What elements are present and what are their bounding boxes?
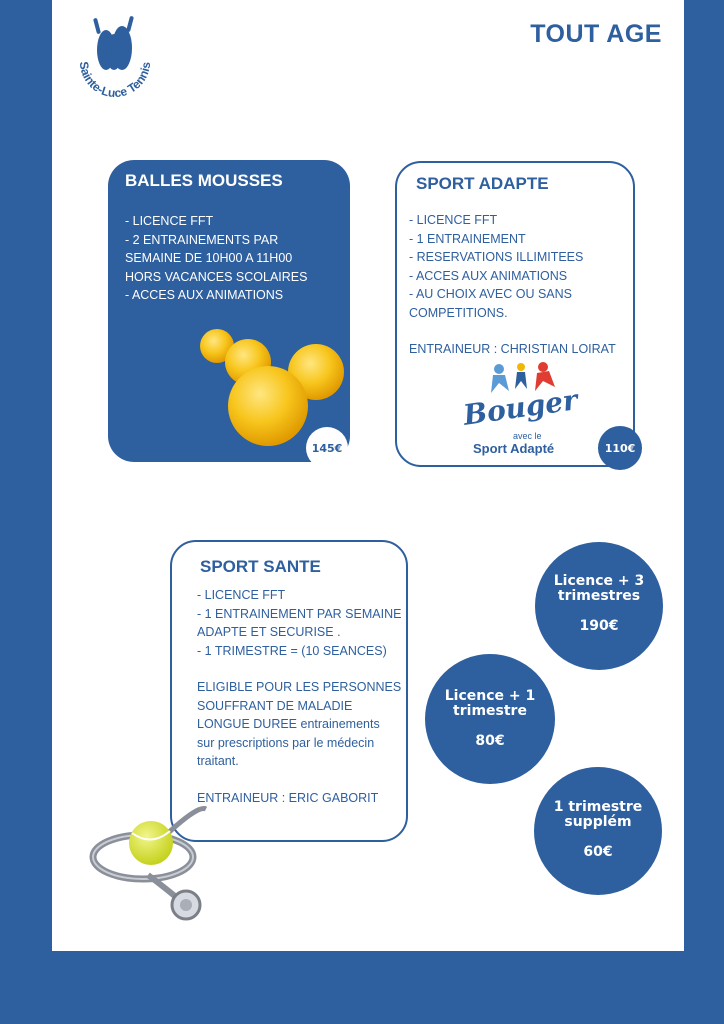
offer-label: trimestres — [557, 588, 641, 604]
price-badge: 110€ — [598, 426, 642, 470]
card-details — [197, 586, 401, 807]
detail-line: - ACCES AUX ANIMATIONS — [125, 288, 284, 302]
coach-line: ENTRAINEUR : CHRISTIAN LOIRAT — [409, 342, 616, 356]
detail-line: - LICENCE FFT — [125, 214, 214, 228]
offer-circle — [534, 767, 662, 895]
eligible-line: SOUFFRANT DE MALADIE — [197, 698, 353, 713]
card-title: SPORT SANTE — [200, 557, 321, 576]
svg-text:Sainte-Luce Tennis: Sainte-Luce Tennis — [76, 60, 154, 101]
offer-circle — [425, 654, 555, 784]
eligible-line: sur prescriptions par le médecin — [197, 735, 375, 750]
detail-line: - 1 ENTRAINEMENT — [409, 231, 526, 246]
offer-label: Licence + 3 — [553, 573, 645, 589]
balles-mousses-card — [108, 160, 350, 462]
detail-line: - 1 ENTRAINEMENT PAR SEMAINE — [197, 606, 402, 621]
detail-line: - 2 ENTRAINEMENTS PAR — [125, 232, 279, 247]
detail-line: - RESERVATIONS ILLIMITEES — [409, 250, 584, 264]
detail-line: - AU CHOIX AVEC OU SANS — [409, 287, 573, 301]
sport-adapte-card — [395, 161, 635, 467]
detail-line: - LICENCE FFT — [409, 213, 498, 227]
offer-label: trimestre — [453, 703, 527, 719]
bouger-sub1: avec le — [513, 431, 542, 441]
club-logo — [70, 14, 160, 104]
bouger-sub2: Sport Adapté — [473, 441, 555, 456]
card-title: BALLES MOUSSES — [125, 171, 283, 190]
offer-label: Licence + 1 — [444, 688, 536, 704]
offer-label: 1 trimestre — [553, 799, 643, 815]
offer-price: 80€ — [475, 733, 505, 749]
coach-line: ENTRAINEUR : ERIC GABORIT — [197, 790, 379, 805]
detail-line: SEMAINE DE 10H00 A 11H00 — [125, 251, 293, 265]
detail-line: - LICENCE FFT — [197, 588, 286, 602]
detail-line: - ACCES AUX ANIMATIONS — [409, 268, 568, 283]
detail-line: HORS VACANCES SCOLAIRES — [125, 269, 308, 284]
bouger-logo — [459, 361, 579, 461]
offer-price: 60€ — [583, 844, 613, 860]
card-details — [125, 212, 307, 305]
price-badge: 145€ — [306, 427, 348, 469]
offer-price: 190€ — [579, 618, 619, 634]
detail-line: COMPETITIONS. — [409, 305, 508, 320]
page-title: TOUT AGE — [530, 20, 662, 48]
detail-line: ADAPTE ET SECURISE . — [197, 625, 341, 639]
offer-circle — [535, 542, 663, 670]
card-details — [409, 211, 616, 359]
stethoscope-image — [88, 795, 218, 925]
offer-label: supplém — [564, 814, 632, 830]
card-title: SPORT ADAPTE — [416, 174, 549, 193]
detail-line: - 1 TRIMESTRE = (10 SEANCES) — [197, 643, 387, 658]
eligible-line: LONGUE DUREE entrainements — [197, 717, 380, 731]
eligible-line: ELIGIBLE POUR LES PERSONNES — [197, 680, 402, 694]
eligible-line: traitant. — [197, 754, 239, 768]
bouger-text: Bouger — [461, 383, 580, 432]
